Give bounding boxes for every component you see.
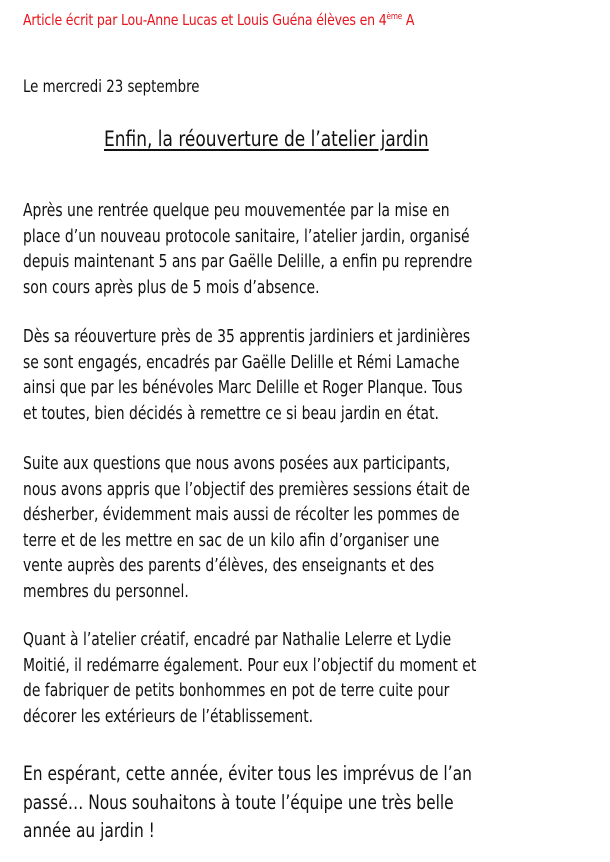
paragraph-4 xyxy=(23,628,476,730)
paragraph-line: se sont engagés, encadrés par Gaëlle Delille et Rémi Lamache xyxy=(23,352,460,373)
paragraph-2 xyxy=(23,325,470,427)
paragraph-3 xyxy=(23,452,470,605)
paragraph-line: vente auprès des parents d’élèves, des enseignants et des xyxy=(23,556,435,576)
article-title: Enfin, la réouverture de l’atelier jardin xyxy=(104,127,429,151)
paragraph-line: nous avons appris que l’objectif des premières sessions était de xyxy=(23,479,470,500)
paragraph-line: Dès sa réouverture près de 35 apprentis jardiniers et jardinières xyxy=(23,327,471,347)
byline-superscript: ème xyxy=(386,12,403,22)
byline-text: Article écrit par Lou-Anne Lucas et Louis Guéna élèves en 4 xyxy=(23,11,387,29)
paragraph-line: Quant à l’atelier créatif, encadré par Nathalie Lelerre et Lydie xyxy=(23,630,452,650)
paragraph-line: décorer les extérieurs de l’établissement. xyxy=(23,706,314,727)
closing-paragraph xyxy=(23,760,472,846)
paragraph-line: son cours après plus de 5 mois d’absence. xyxy=(23,277,320,298)
paragraph-line: terre et de les mettre en sac de un kilo afin d’organiser une xyxy=(23,530,440,551)
paragraph-line: de fabriquer de petits bonhommes en pot de terre cuite pour xyxy=(23,681,450,701)
paragraph-line: Après une rentrée quelque peu mouvementée par la mise en xyxy=(23,201,450,221)
paragraph-1 xyxy=(23,199,472,301)
paragraph-line: membres du personnel. xyxy=(23,581,189,602)
paragraph-line: Suite aux questions que nous avons posées aux participants, xyxy=(23,454,451,474)
article-date: Le mercredi 23 septembre xyxy=(23,77,200,96)
article-byline xyxy=(23,11,414,29)
byline-suffix: A xyxy=(402,11,415,29)
paragraph-line: ainsi que par les bénévoles Marc Delille et Roger Planque. Tous xyxy=(23,378,463,398)
closing-line: passé… Nous souhaitons à toute l’équipe une très belle xyxy=(23,790,454,814)
paragraph-line: depuis maintenant 5 ans par Gaëlle Delille, a enfin pu reprendre xyxy=(23,252,473,272)
paragraph-line: place d’un nouveau protocole sanitaire, l’atelier jardin, organisé xyxy=(23,226,470,247)
closing-line: En espérant, cette année, éviter tous les imprévus de l’an xyxy=(23,762,472,785)
paragraph-line: et toutes, bien décidés à remettre ce si beau jardin en état. xyxy=(23,403,439,424)
closing-line: année au jardin ! xyxy=(23,819,155,842)
paragraph-line: Moitié, il redémarre également. Pour eux l’objectif du moment et xyxy=(23,655,477,676)
paragraph-line: désherber, évidemment mais aussi de récolter les pommes de xyxy=(23,505,460,525)
